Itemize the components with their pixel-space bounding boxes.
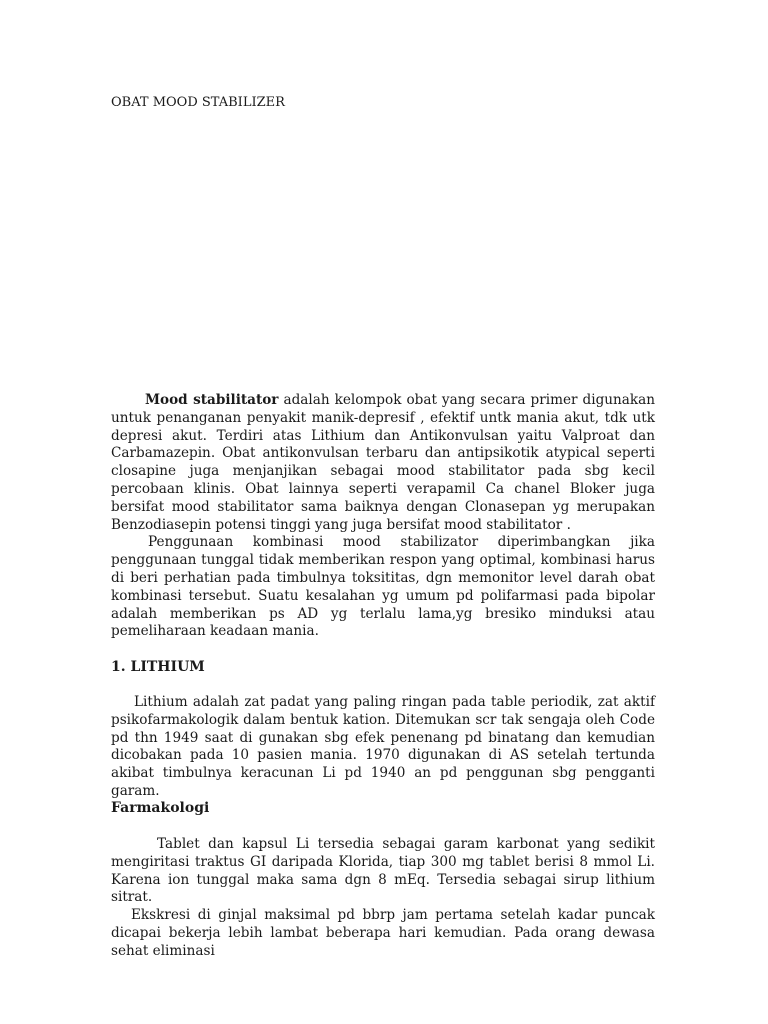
intro-paragraph-2: Penggunaan kombinasi mood stabilizator diperimbangkan jika penggunaan tunggal tidak memberikan respon yang optimal, kombinasi harus di beri perhatian pada timbulnya toksititas, dgn memonitor level darah obat kombinasi tersebut. Suatu kesalahan yg umum pd polifarmasi pada bipolar adalah memberikan ps AD yg terlalu lama,yg bresiko minduksi atau pemeliharaan keadaan mania. (111, 534, 655, 640)
farmakologi-paragraph-1: Tablet dan kapsul Li tersedia sebagai garam karbonat yang sedikit mengiritasi traktus GI daripada Klorida, tiap 300 mg tablet berisi 8 mmol Li. Karena ion tunggal maka sama dgn 8 mEq. Tersedia sebagai sirup lithium sitrat. (111, 836, 655, 906)
farmakologi-paragraph-2: Ekskresi di ginjal maksimal pd bbrp jam pertama setelah kadar puncak dicapai bekerja lebih lambat beberapa hari kemudian. Pada orang dewasa sehat eliminasi (111, 907, 655, 959)
lithium-section (111, 694, 655, 801)
intro-section (111, 392, 655, 641)
section-heading-lithium: 1. LITHIUM (111, 659, 205, 675)
farmakologi-section (111, 836, 655, 961)
document-title: OBAT MOOD STABILIZER (111, 95, 285, 110)
subsection-heading-farmakologi: Farmakologi (111, 800, 210, 816)
term-mood-stabilitator: Mood stabilitator (145, 392, 279, 408)
lithium-paragraph-1: Lithium adalah zat padat yang paling ringan pada table periodik, zat aktif psikofarmakologik dalam bentuk kation. Ditemukan scr tak sengaja oleh Code pd thn 1949 saat di gunakan sbg efek penenang pd binatang dan kemudian dicobakan pada 10 pasien mania. 1970 digunakan di AS setelah tertunda akibat timbulnya keracunan Li pd 1940 an pd penggunan sbg pengganti garam. (111, 694, 655, 799)
intro-paragraph-1 (111, 392, 655, 534)
intro-paragraph-1-text: adalah kelompok obat yang secara primer digunakan untuk penanganan penyakit manik-depresif , efektif untk mania akut, tdk utk depresi akut. Terdiri atas Lithium dan Antikonvulsan yaitu Valproat dan Carbamazepin. Obat antikonvulsan terbaru dan antipsikotik atypical seperti closapine juga menjanjikan sebagai mood stabilitator pada sbg kecil percobaan klinis. Obat lainnya seperti verapamil Ca chanel Bloker juga bersifat mood stabilitator sama baiknya dengan Clonasepan yg merupakan Benzodiasepin potensi tinggi yang juga bersifat mood stabilitator . (111, 392, 655, 533)
